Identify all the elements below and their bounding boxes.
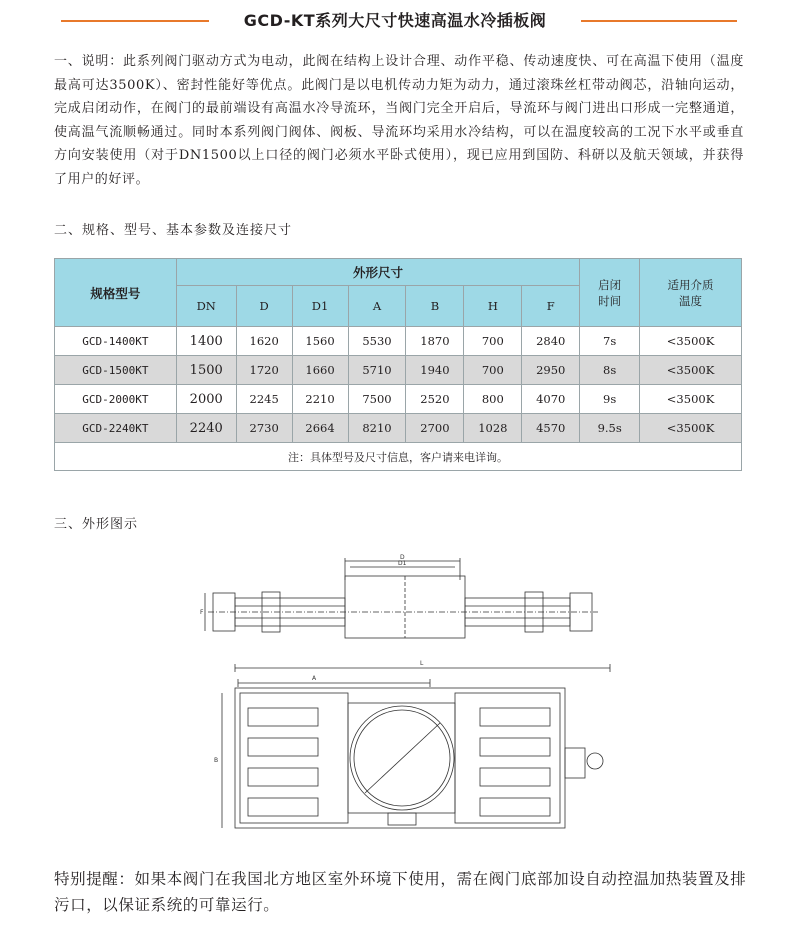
cell-h: 1028 [464, 414, 522, 443]
col-header-d1: D1 [292, 286, 348, 327]
cell-b: 1940 [406, 356, 464, 385]
cell-model: GCD-2000KT [55, 385, 177, 414]
cell-d: 2730 [236, 414, 292, 443]
header-time-line2: 时间 [598, 293, 622, 308]
cell-a: 7500 [348, 385, 406, 414]
cell-dn: 2000 [176, 385, 236, 414]
header-medium-temp [640, 259, 742, 327]
dim-label-b: B [214, 757, 219, 764]
cell-a: 5710 [348, 356, 406, 385]
col-header-h: H [464, 286, 522, 327]
title-divider-left [61, 20, 209, 22]
cell-d1: 1660 [292, 356, 348, 385]
valve-technical-drawing [200, 548, 620, 838]
cell-temp: <3500K [640, 414, 742, 443]
dim-label-f: F [200, 609, 204, 616]
cell-model: GCD-1400KT [55, 327, 177, 356]
title-divider-right [581, 20, 737, 22]
spec-table [54, 258, 742, 471]
cell-model: GCD-1500KT [55, 356, 177, 385]
col-header-d: D [236, 286, 292, 327]
col-header-a: A [348, 286, 406, 327]
cell-model: GCD-2240KT [55, 414, 177, 443]
top-view-drawing [205, 558, 598, 638]
cell-a: 8210 [348, 414, 406, 443]
cell-time: 7s [580, 327, 640, 356]
cell-f: 4570 [522, 414, 580, 443]
table-row [55, 414, 742, 443]
cell-h: 700 [464, 356, 522, 385]
cell-temp: <3500K [640, 327, 742, 356]
cell-dn: 1400 [176, 327, 236, 356]
cell-f: 2840 [522, 327, 580, 356]
header-open-close-time [580, 259, 640, 327]
cell-f: 2950 [522, 356, 580, 385]
table-row [55, 327, 742, 356]
description-paragraph: 一、说明：此系列阀门驱动方式为电动，此阀在结构上设计合理、动作平稳、传动速度快、可在高温下使用（温度最高可达3500K）、密封性能好等优点。此阀门是以电机传动力矩为动力，通过滚珠丝杠带动阀芯，沿轴向运动，完成启闭动作，在阀门的最前端设有高温水冷导流环，当阀门完全开启后，导流环与阀门进出口形成一完整通道，使高温气流顺畅通过。同时本系列阀门阀体、阀板、导流环均采用水冷结构，可以在温度较高的工况下水平或垂直方向安装使用（对于DN1500以上口径的阀门必须水平卧式使用），现已应用到国防、科研以及航天领域，并获得了用户的好评。 [54, 54, 744, 187]
cell-dn: 1500 [176, 356, 236, 385]
header-time-line1: 启闭 [598, 277, 622, 292]
cell-b: 2520 [406, 385, 464, 414]
header-dimensions: 外形尺寸 [176, 259, 579, 286]
cell-h: 800 [464, 385, 522, 414]
cell-b: 1870 [406, 327, 464, 356]
cell-d: 2245 [236, 385, 292, 414]
cell-a: 5530 [348, 327, 406, 356]
header-medium-line1: 适用介质 [667, 277, 714, 292]
header-medium-line2: 温度 [679, 293, 703, 308]
section-heading-drawing: 三、外形图示 [54, 517, 139, 532]
table-note: 注：具体型号及尺寸信息，客户请来电详询。 [55, 443, 742, 471]
cell-d1: 2664 [292, 414, 348, 443]
cell-time: 9s [580, 385, 640, 414]
col-header-f: F [522, 286, 580, 327]
dim-label-d1: D1 [398, 560, 407, 567]
cell-d: 1620 [236, 327, 292, 356]
cell-f: 4070 [522, 385, 580, 414]
col-header-b: B [406, 286, 464, 327]
header-model: 规格型号 [55, 259, 177, 327]
cell-d: 1720 [236, 356, 292, 385]
cell-time: 9.5s [580, 414, 640, 443]
side-view-drawing [222, 664, 610, 828]
cell-temp: <3500K [640, 356, 742, 385]
dim-label-l: L [420, 660, 424, 667]
table-row [55, 356, 742, 385]
cell-b: 2700 [406, 414, 464, 443]
cell-dn: 2240 [176, 414, 236, 443]
cell-d1: 1560 [292, 327, 348, 356]
table-row [55, 385, 742, 414]
dim-label-a: A [312, 675, 317, 682]
dim-label-d: D [400, 554, 405, 561]
page-title: GCD-KT系列大尺寸快速高温水冷插板阀 [243, 11, 547, 30]
cell-h: 700 [464, 327, 522, 356]
cell-time: 8s [580, 356, 640, 385]
cell-d1: 2210 [292, 385, 348, 414]
title-bar [0, 8, 800, 34]
section-heading-specs: 二、规格、型号、基本参数及连接尺寸 [54, 223, 293, 238]
special-reminder: 特别提醒：如果本阀门在我国北方地区室外环境下使用，需在阀门底部加设自动控温加热装置及排污口，以保证系统的可靠运行。 [54, 870, 747, 914]
col-header-dn: DN [176, 286, 236, 327]
cell-temp: <3500K [640, 385, 742, 414]
